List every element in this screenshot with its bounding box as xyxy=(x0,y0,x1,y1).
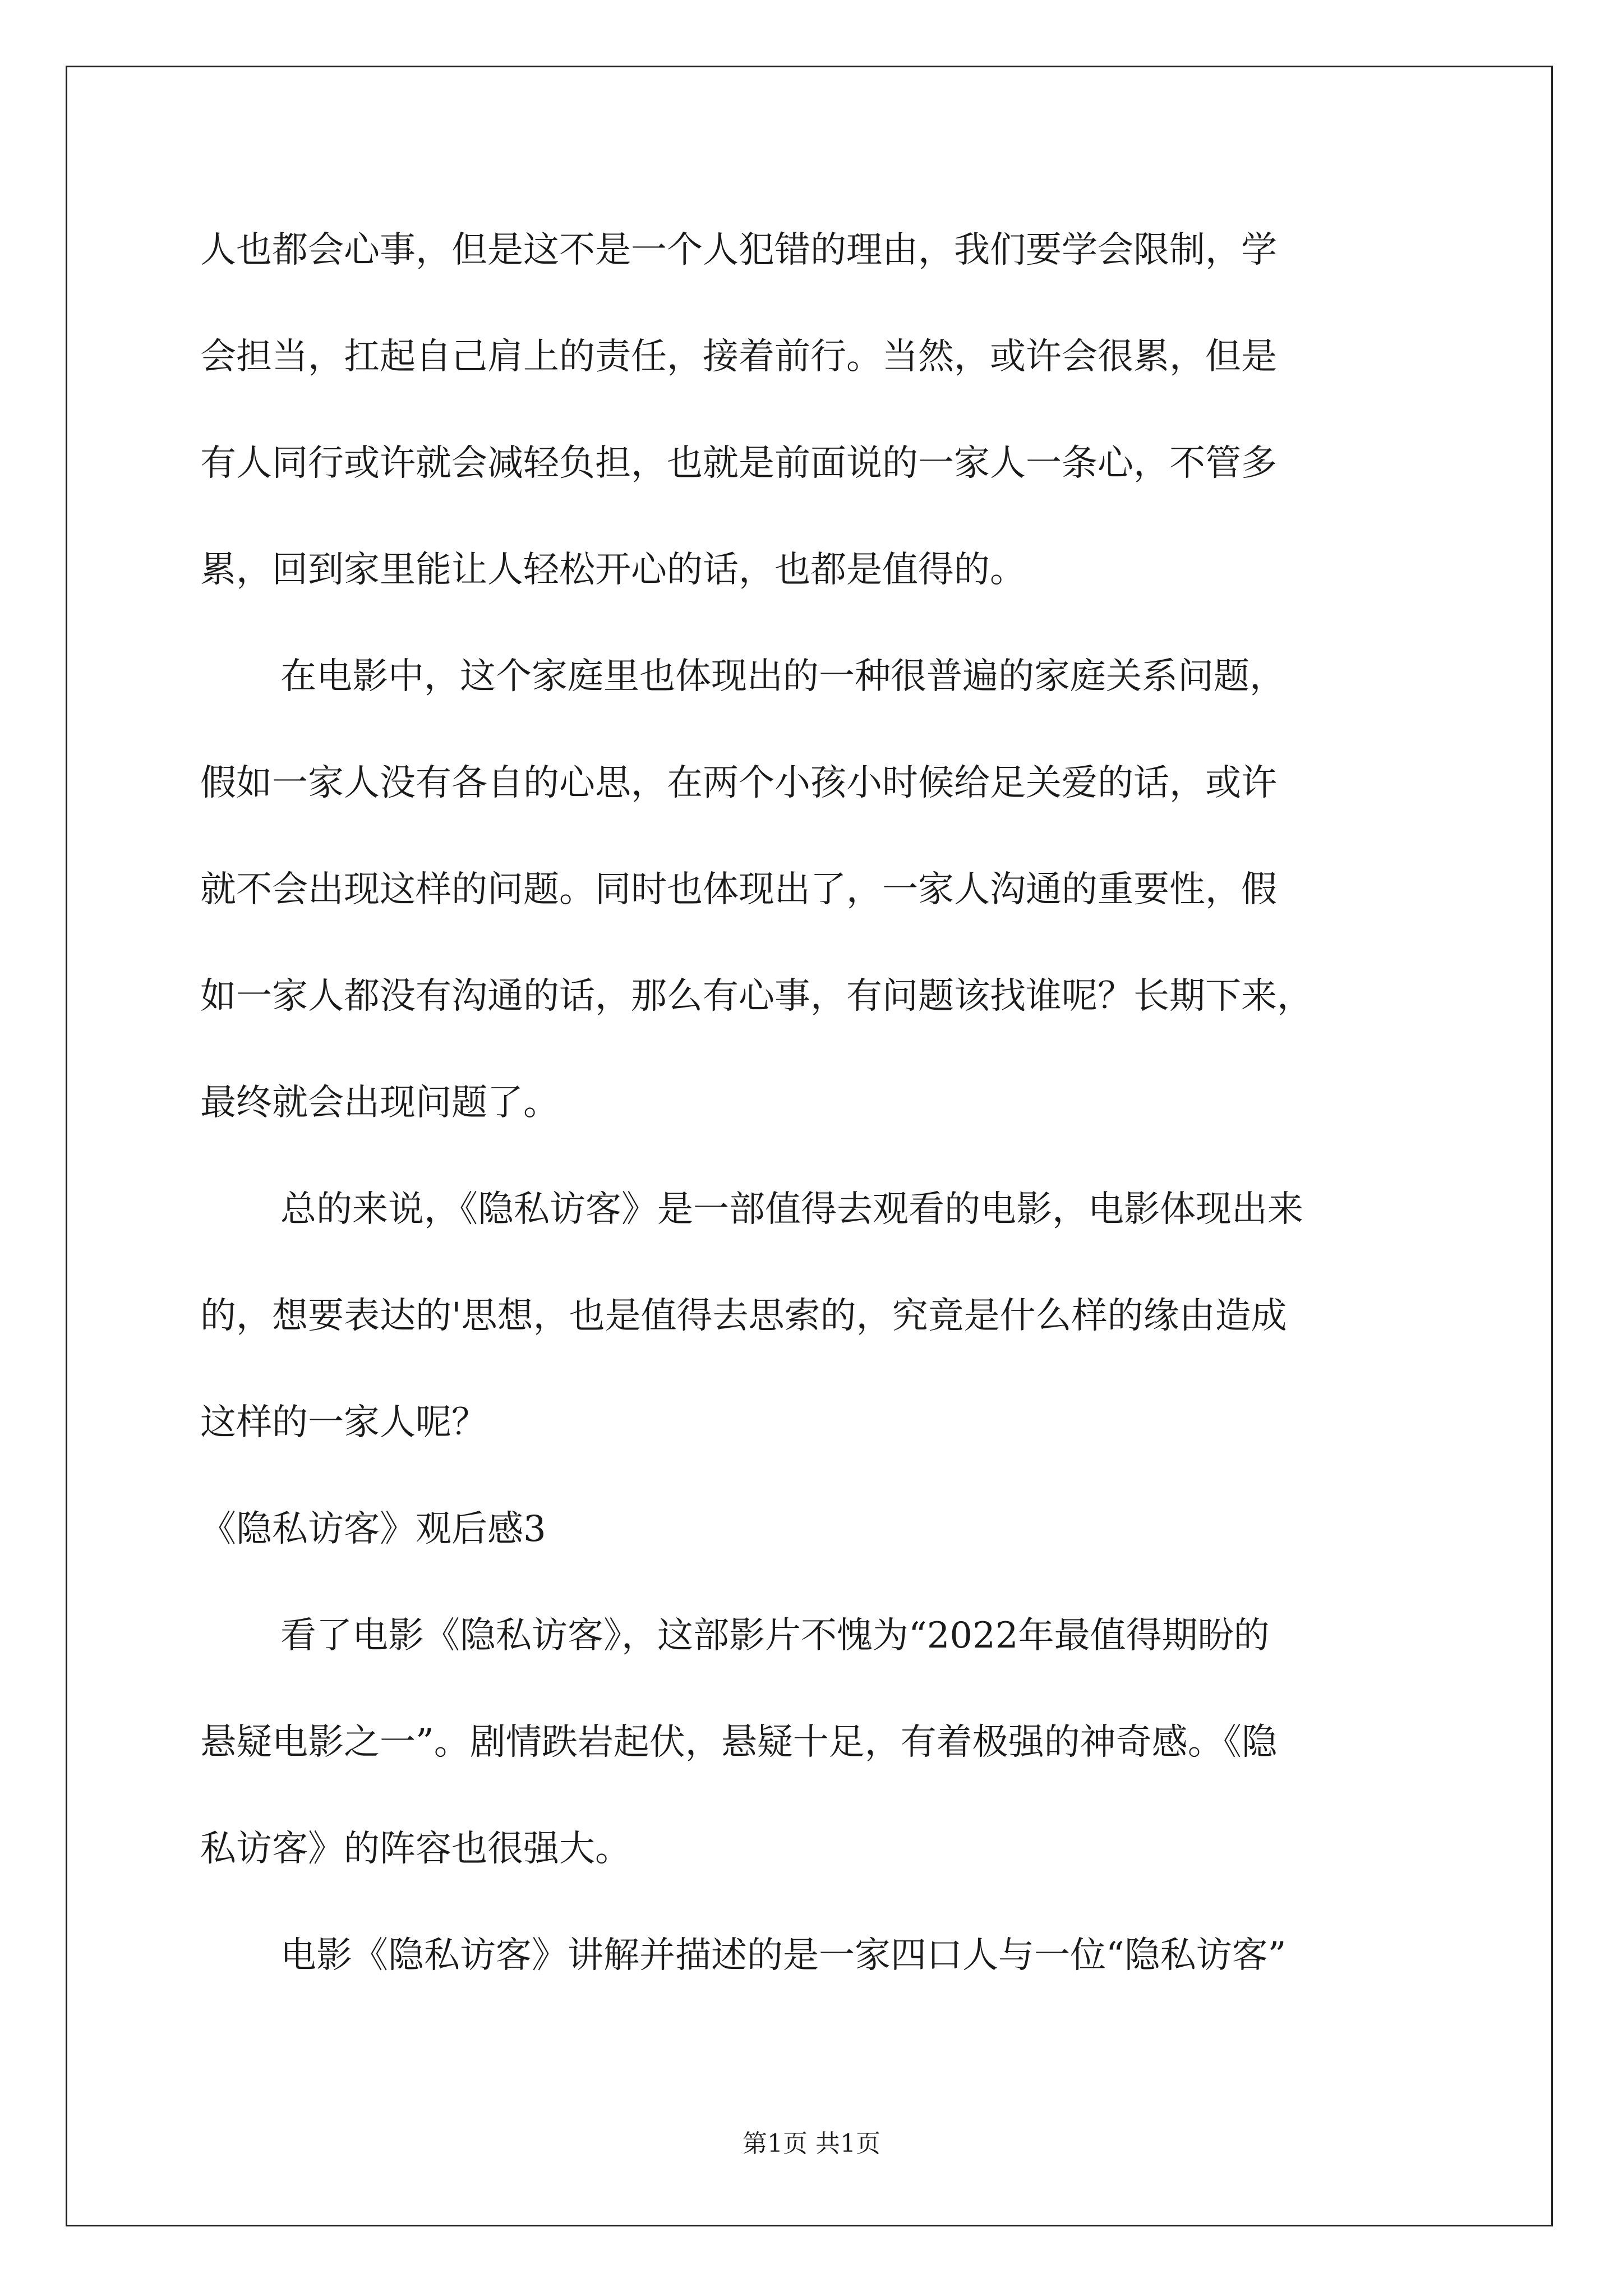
text-line: 电影《隐私访客》讲解并描述的是一家四口人与一位“隐私访客” xyxy=(280,1935,1287,1976)
text-line: 就不会出现这样的问题。同时也体现出了，一家人沟通的重要性，假 xyxy=(200,869,1277,910)
text-line: 如一家人都没有沟通的话，那么有心事，有问题该找谁呢？长期下来， xyxy=(200,976,1313,1017)
text-line: 有人同行或许就会减轻负担，也就是前面说的一家人一条心，不管多 xyxy=(200,443,1277,484)
text-line: 私访客》的阵容也很强大。 xyxy=(200,1828,631,1870)
text-line: 悬疑电影之一”。剧情跌岩起伏，悬疑十足，有着极强的神奇感。《隐 xyxy=(200,1722,1278,1763)
text-line: 看了电影《隐私访客》，这部影片不愧为“2022年最值得期盼的 xyxy=(280,1615,1270,1657)
text-line: 会担当，扛起自己肩上的责任，接着前行。当然，或许会很累，但是 xyxy=(200,336,1277,378)
text-line: 最终就会出现问题了。 xyxy=(200,1082,559,1124)
page-frame xyxy=(66,66,1553,2226)
text-line: 总的来说，《隐私访客》是一部值得去观看的电影，电影体现出来 xyxy=(280,1189,1303,1230)
text-line: 在电影中，这个家庭里也体现出的一种很普遍的家庭关系问题， xyxy=(280,656,1285,697)
text-line: 累，回到家里能让人轻松开心的话，也都是值得的。 xyxy=(200,549,1026,591)
text-line: 这样的一家人呢？ xyxy=(200,1402,487,1443)
text-line: 假如一家人没有各自的心思，在两个小孩小时候给足关爱的话，或许 xyxy=(200,762,1277,804)
text-line: 的，想要表达的'思想，也是值得去思索的，究竟是什么样的缘由造成 xyxy=(200,1295,1287,1337)
section-heading: 《隐私访客》观后感3 xyxy=(200,1508,546,1550)
page-footer: 第1页 共1页 xyxy=(743,2129,880,2158)
text-line: 人也都会心事，但是这不是一个人犯错的理由，我们要学会限制，学 xyxy=(200,229,1277,271)
